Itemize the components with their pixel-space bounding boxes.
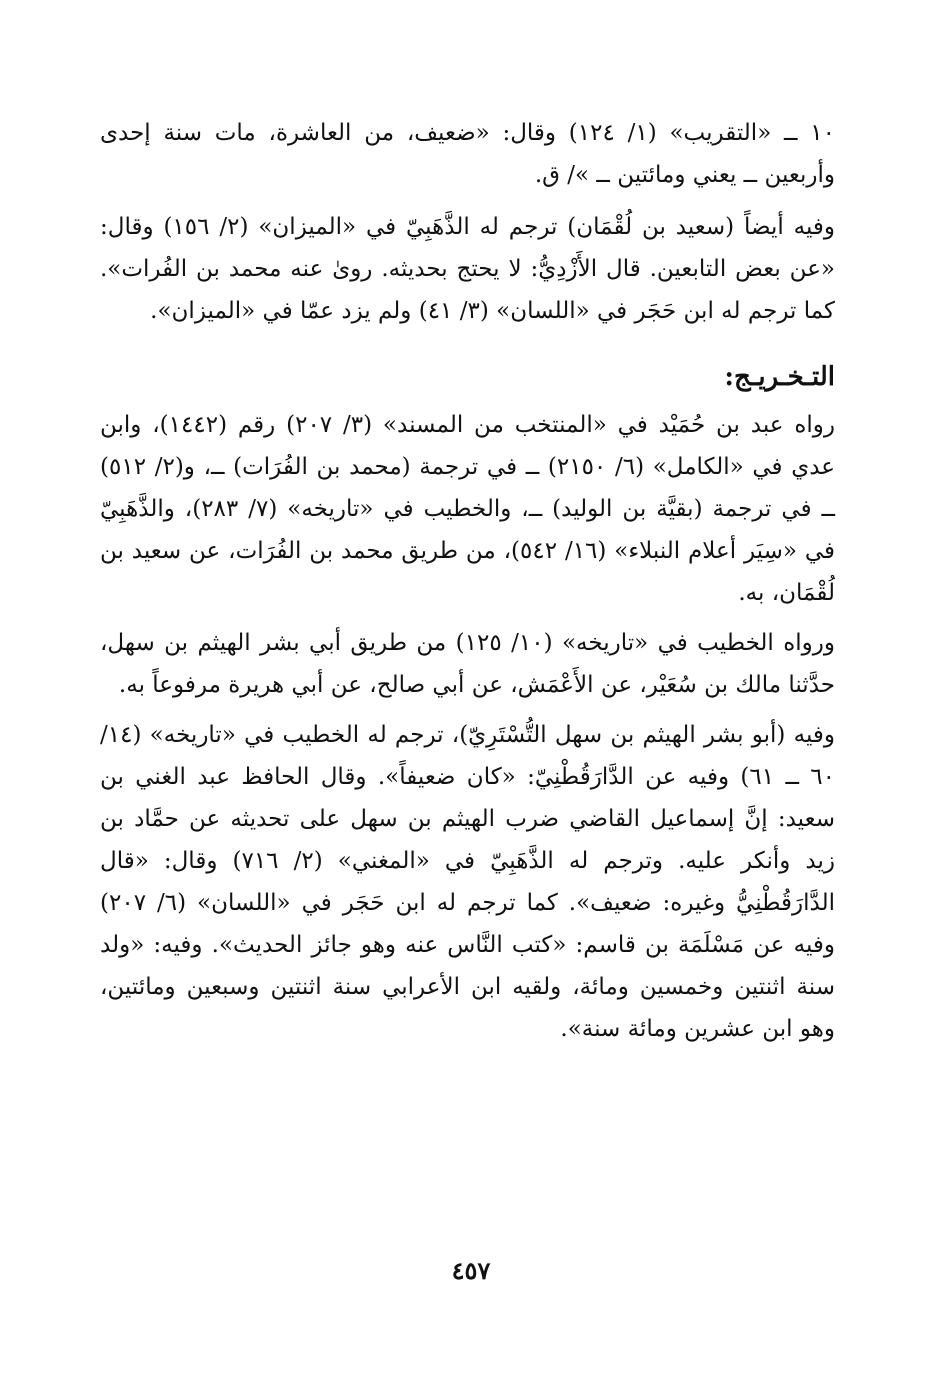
paragraph-haytham-biography: وفيه (أبو بشر الهيثم بن سهل التُّسْتَرِيّ)، ترجم له الخطيب في «تاريخه» (١٤/ ٦٠ ــ ٦١) وفيه عن الدَّارَقُطْنِيّ: «كان ضعيفاً». وقال الحافظ عبد الغني بن سعيد: إنَّ إسماعيل القاضي ضرب الهيثم بن سهل على تحديثه عن حمَّاد بن زيد وأنكر عليه. وترجم له الذَّهَبِيّ في «المغني» (٢/ ٧١٦) وقال: «قال الدَّارَقُطْنِيُّ وغيره: ضعيف». كما ترجم له ابن حَجَر في «اللسان» (٦/ ٢٠٧) وفيه عن مَسْلَمَة بن قاسم: «كتب النَّاس عنه وهو جائز الحديث». وفيه: «ولد سنة اثنتين وخمسين ومائة، ولقيه ابن الأعرابي سنة اثنتين وسبعين ومائتين، وهو ابن عشرين ومائة سنة». <box>100 722 836 1042</box>
paragraph-khatib-narration: ورواه الخطيب في «تاريخه» (١٠/ ١٢٥) من طريق أبي بشر الهيثم بن سهل، حدَّثنا مالك بن سُعَيْر، عن الأَعْمَش، عن أبي صالح، عن أبي هريرة مرفوعاً به. <box>100 630 835 698</box>
page-number: ٤٥٧ <box>451 1256 491 1285</box>
footnote-paragraph-taqrib: ١٠ ــ «التقريب» (١/ ١٢٤) وقال: «ضعيف، من العاشرة، مات سنة إحدى وأربعين ــ يعني ومائتين ــ »/ ق. <box>100 120 836 188</box>
paragraph-takhrij-sources: رواه عبد بن حُمَيْد في «المنتخب من المسند» (٣/ ٢٠٧) رقم (١٤٤٢)، وابن عدي في «الكامل» (٦/ ٢١٥٠) ــ في ترجمة (محمد بن الفُرَات) ــ، و(٢/ ٥١٢) ــ في ترجمة (بقيَّة بن الوليد) ــ، والخطيب في «تاريخه» (٧/ ٢٨٣)، والذَّهَبِيّ في «سِيَر أعلام النبلاء» (١٦/ ٥٤٢)، من طريق محمد بن الفُرَات، عن سعيد بن لُقْمَان، به. <box>100 412 836 606</box>
section-heading-takhrij: التـخـريـج: <box>724 362 835 392</box>
paragraph-saeed-luqman: وفيه أيضاً (سعيد بن لُقْمَان) ترجم له الذَّهَبِيّ في «الميزان» (٢/ ١٥٦) وقال: «عن بعض التابعين. قال الأَزْدِيُّ: لا يحتج بحديثه. روىٰ عنه محمد بن الفُرات». كما ترجم له ابن حَجَر في «اللسان» (٣/ ٤١) ولم يزد عمّا في «الميزان». <box>100 214 836 324</box>
page-body <box>100 112 835 1050</box>
